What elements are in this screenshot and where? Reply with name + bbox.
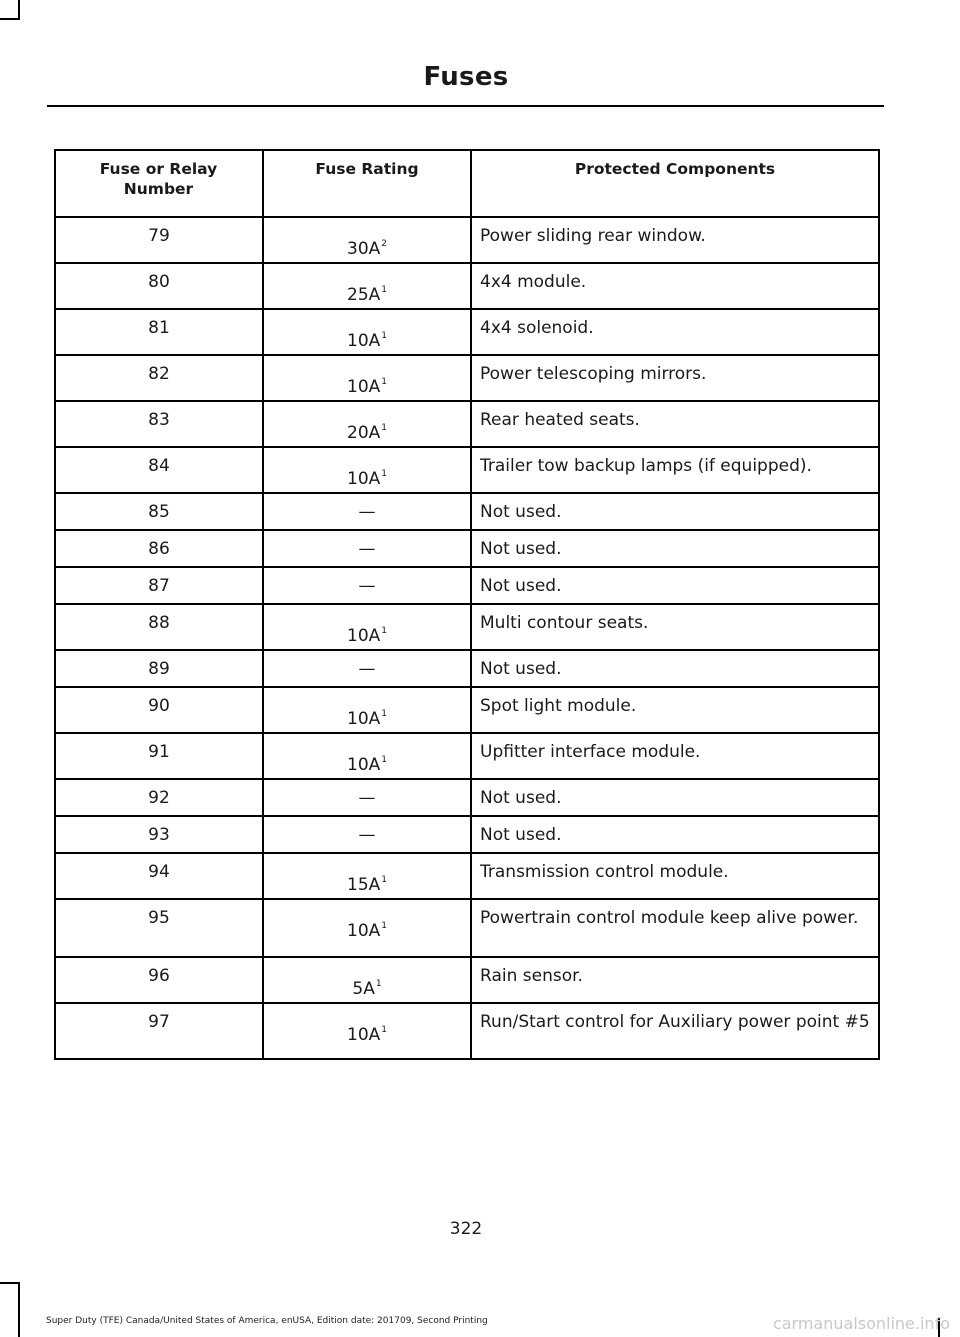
- fuse-rating-cell: [263, 853, 471, 899]
- fuse-rating-value: —: [358, 539, 376, 559]
- table-row: [55, 816, 879, 853]
- fuse-rating-value: 10A: [347, 377, 381, 397]
- protected-components-cell: Multi contour seats.: [471, 604, 879, 650]
- fuse-rating-value: 10A: [347, 921, 381, 941]
- fuse-rating-footnote: 1: [381, 423, 387, 433]
- fuse-number-cell: 82: [55, 355, 263, 401]
- crop-mark: [18, 0, 20, 20]
- table-row: [55, 687, 879, 733]
- fuse-rating-footnote: 1: [381, 626, 387, 636]
- fuse-rating-footnote: 2: [381, 239, 387, 249]
- fuse-number-cell: 84: [55, 447, 263, 493]
- table-row: [55, 779, 879, 816]
- protected-components-cell: Spot light module.: [471, 687, 879, 733]
- table-row: [55, 733, 879, 779]
- table-row: [55, 604, 879, 650]
- fuse-rating-footnote: 1: [381, 709, 387, 719]
- fuse-rating-cell: [263, 355, 471, 401]
- protected-components-cell: Run/Start control for Auxiliary power point #5: [471, 1003, 879, 1059]
- fuse-rating-footnote: 1: [381, 377, 387, 387]
- fuse-rating-value: 10A: [347, 626, 381, 646]
- crop-mark: [18, 1282, 20, 1337]
- column-header-rating: Fuse Rating: [263, 150, 471, 217]
- fuse-rating-value: —: [358, 788, 376, 808]
- fuse-rating-cell: [263, 447, 471, 493]
- fuse-rating-cell: [263, 263, 471, 309]
- fuse-rating-value: 15A: [347, 875, 381, 895]
- protected-components-cell: Powertrain control module keep alive power.: [471, 899, 879, 957]
- fuse-rating-cell: [263, 1003, 471, 1059]
- protected-components-cell: Not used.: [471, 493, 879, 530]
- protected-components-cell: Rain sensor.: [471, 957, 879, 1003]
- protected-components-cell: Not used.: [471, 816, 879, 853]
- fuse-rating-value: —: [358, 502, 376, 522]
- table-row: [55, 401, 879, 447]
- fuse-rating-cell: [263, 530, 471, 567]
- fuse-rating-value: 10A: [347, 709, 381, 729]
- fuse-rating-cell: [263, 493, 471, 530]
- fuse-number-cell: 87: [55, 567, 263, 604]
- fuse-rating-footnote: 1: [381, 285, 387, 295]
- fuse-number-cell: 91: [55, 733, 263, 779]
- table-row: [55, 263, 879, 309]
- fuse-table-body: [55, 217, 879, 1059]
- table-row: [55, 447, 879, 493]
- fuse-number-cell: 94: [55, 853, 263, 899]
- protected-components-cell: 4x4 solenoid.: [471, 309, 879, 355]
- fuse-number-cell: 92: [55, 779, 263, 816]
- protected-components-cell: Not used.: [471, 650, 879, 687]
- table-row: [55, 899, 879, 957]
- page-number: 322: [449, 1219, 483, 1239]
- fuse-rating-cell: [263, 567, 471, 604]
- protected-components-cell: Power sliding rear window.: [471, 217, 879, 263]
- watermark: carmanualsonline.info: [772, 1314, 950, 1333]
- fuse-rating-footnote: 1: [381, 875, 387, 885]
- table-row: [55, 650, 879, 687]
- fuse-number-cell: 85: [55, 493, 263, 530]
- fuse-rating-value: 25A: [347, 285, 381, 305]
- fuse-rating-value: 10A: [347, 1025, 381, 1045]
- fuse-rating-footnote: 1: [381, 921, 387, 931]
- fuse-rating-cell: [263, 816, 471, 853]
- fuse-number-cell: 96: [55, 957, 263, 1003]
- fuse-rating-footnote: 1: [375, 979, 382, 989]
- fuse-number-cell: 88: [55, 604, 263, 650]
- table-row: [55, 493, 879, 530]
- fuse-rating-value: 20A: [347, 423, 381, 443]
- table-row: [55, 957, 879, 1003]
- column-header-number-label: Fuse or Relay Number: [99, 160, 218, 198]
- page-title: Fuses: [423, 62, 509, 92]
- fuse-rating-footnote: 1: [381, 331, 387, 341]
- fuse-number-cell: 90: [55, 687, 263, 733]
- fuse-number-cell: 81: [55, 309, 263, 355]
- fuse-number-cell: 79: [55, 217, 263, 263]
- fuse-rating-footnote: 1: [381, 755, 387, 765]
- fuse-table: [54, 149, 880, 1060]
- fuse-number-cell: 86: [55, 530, 263, 567]
- fuse-rating-value: —: [358, 825, 376, 845]
- column-header-components: Protected Components: [471, 150, 879, 217]
- protected-components-cell: 4x4 module.: [471, 263, 879, 309]
- protected-components-cell: Trailer tow backup lamps (if equipped).: [471, 447, 879, 493]
- protected-components-cell: Not used.: [471, 530, 879, 567]
- fuse-rating-cell: [263, 309, 471, 355]
- fuse-rating-footnote: 1: [381, 469, 387, 479]
- fuse-rating-cell: [263, 687, 471, 733]
- fuse-rating-value: —: [358, 576, 376, 596]
- fuse-number-cell: 80: [55, 263, 263, 309]
- column-header-number: [55, 150, 263, 217]
- fuse-rating-value: 10A: [347, 755, 381, 775]
- fuse-rating-cell: [263, 957, 471, 1003]
- fuse-rating-cell: [263, 217, 471, 263]
- table-row: [55, 567, 879, 604]
- protected-components-cell: Not used.: [471, 567, 879, 604]
- table-row: [55, 217, 879, 263]
- fuse-rating-cell: [263, 899, 471, 957]
- fuse-rating-footnote: 1: [381, 1025, 387, 1035]
- table-row: [55, 853, 879, 899]
- fuse-rating-value: —: [358, 659, 376, 679]
- protected-components-cell: Upfitter interface module.: [471, 733, 879, 779]
- table-row: [55, 530, 879, 567]
- fuse-rating-value: 5A: [352, 979, 375, 999]
- protected-components-cell: Rear heated seats.: [471, 401, 879, 447]
- table-row: [55, 355, 879, 401]
- fuse-rating-cell: [263, 650, 471, 687]
- table-row: [55, 1003, 879, 1059]
- protected-components-cell: Not used.: [471, 779, 879, 816]
- fuse-rating-value: 10A: [347, 469, 381, 489]
- table-row: [55, 309, 879, 355]
- crop-mark: [0, 1282, 20, 1284]
- crop-mark: [0, 18, 20, 20]
- protected-components-cell: Power telescoping mirrors.: [471, 355, 879, 401]
- fuse-number-cell: 89: [55, 650, 263, 687]
- footer-edition: Super Duty (TFE) Canada/United States of America, enUSA, Edition date: 201709, Second Printing: [46, 1316, 488, 1326]
- fuse-number-cell: 83: [55, 401, 263, 447]
- table-header-row: [55, 150, 879, 217]
- fuse-rating-cell: [263, 604, 471, 650]
- protected-components-cell: Transmission control module.: [471, 853, 879, 899]
- fuse-number-cell: 95: [55, 899, 263, 957]
- fuse-rating-cell: [263, 733, 471, 779]
- title-divider: [47, 105, 884, 107]
- fuse-rating-value: 30A: [347, 239, 381, 259]
- fuse-rating-cell: [263, 401, 471, 447]
- fuse-number-cell: 97: [55, 1003, 263, 1059]
- fuse-rating-cell: [263, 779, 471, 816]
- fuse-number-cell: 93: [55, 816, 263, 853]
- fuse-rating-value: 10A: [347, 331, 381, 351]
